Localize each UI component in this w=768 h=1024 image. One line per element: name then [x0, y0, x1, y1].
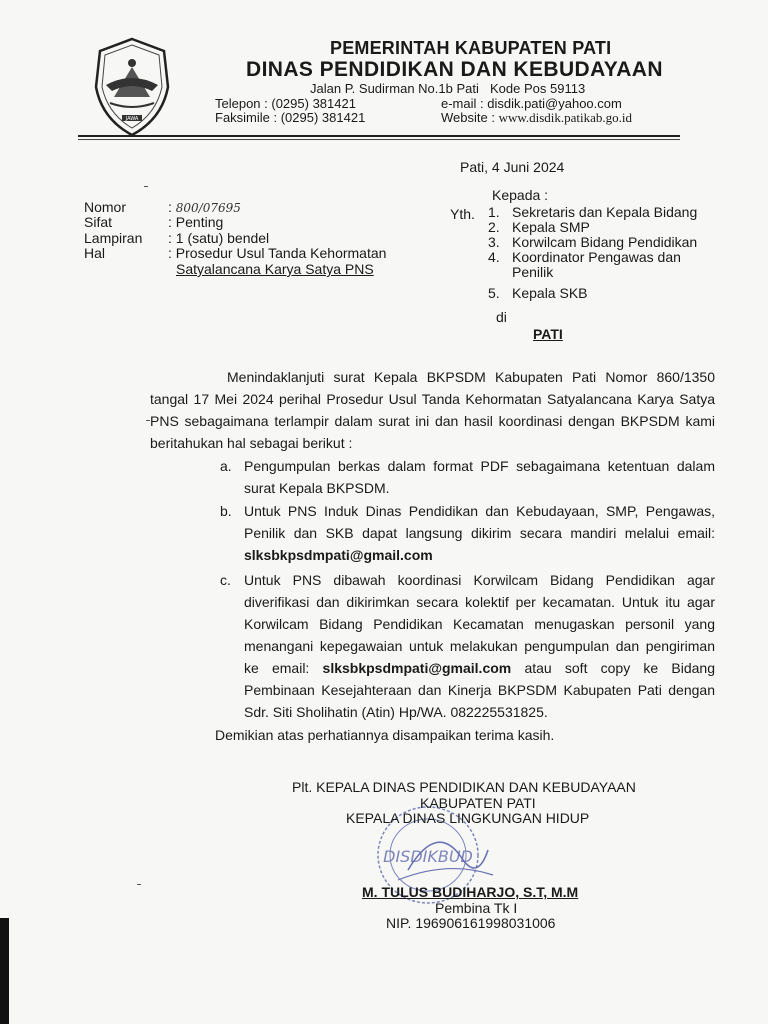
stamp-label: DISDIKBUD [383, 847, 473, 866]
signature-title-1: Plt. KEPALA DINAS PENDIDIKAN DAN KEBUDAYAAN [292, 779, 636, 795]
regency-emblem-icon [92, 37, 172, 137]
agency-email: e-mail : disdik.pati@yahoo.com [441, 96, 622, 111]
subject-line2: Satyalancana Karya Satya PNS [176, 261, 374, 277]
list-item: 2. Kepala SMP [488, 219, 590, 235]
website-url: www.disdik.patikab.go.id [498, 110, 633, 125]
recipients-yth: Yth. [450, 206, 475, 222]
subject-label: Hal [84, 245, 106, 261]
agency-website [441, 110, 632, 126]
website-label: Website : [441, 110, 499, 125]
signature-title-2: KABUPATEN PATI [420, 795, 536, 811]
emblem-label: JAWA [125, 116, 139, 122]
nature-label: Sifat [84, 214, 113, 230]
recipients-city: PATI [533, 326, 563, 342]
list-item: 4. Koordinator Pengawas dan Penilik [488, 249, 681, 280]
intro-paragraph: Menindaklanjuti surat Kepala BKPSDM Kabupaten Pati Nomor 860/1350 tangal 17 Mei 2024 perihal Prosedur Usul Tanda Kehormatan Satyalancana Karya Satya PNS sebagaimana terlampir dalam surat ini dan hasil koordinasi dengan BKPSDM kami beritahukan hal sebagai berikut : [150, 369, 715, 451]
government-name: PEMERINTAH KABUPATEN PATI [330, 38, 612, 58]
nature-value: : Penting [168, 214, 224, 230]
scan-mark [144, 186, 148, 187]
subject-line1: : Prosedur Usul Tanda Kehormatan [168, 245, 387, 261]
email-link[interactable]: slksbkpsdmpati@gmail.com [244, 547, 433, 563]
telephone: Telepon : (0295) 381421 [215, 96, 356, 111]
number-label: Nomor [84, 199, 127, 215]
signatory-name: M. TULUS BUDIHARJO, S.T, M.M [362, 884, 579, 900]
letterhead-rule-thin [78, 139, 680, 140]
closing-sentence: Demikian atas perhatiannya disampaikan terima kasih. [215, 727, 555, 743]
list-item: 1. Sekretaris dan Kepala Bidang [488, 204, 698, 220]
postal-code: Kode Pos 59113 [490, 81, 586, 96]
list-item: 5. Kepala SKB [488, 285, 588, 301]
signatory-rank: Pembina Tk I [435, 900, 518, 916]
place-date: Pati, 4 Juni 2024 [460, 159, 565, 175]
attachment-label: Lampiran [84, 230, 143, 246]
recipients-heading: Kepada : [492, 187, 549, 203]
email-link[interactable]: slksbkpsdmpati@gmail.com [322, 660, 512, 676]
list-item-a: a. Pengumpulan berkas dalam format PDF sebagaimana ketentuan dalam surat Kepala BKPSDM. [220, 458, 715, 496]
list-item: 3. Korwilcam Bidang Pendidikan [488, 234, 698, 250]
fax: Faksimile : (0295) 381421 [215, 110, 366, 125]
scan-mark [137, 884, 141, 885]
agency-name: DINAS PENDIDIKAN DAN KEBUDAYAAN [246, 58, 663, 81]
recipient-list [488, 205, 728, 301]
list-item-c: c. Untuk PNS dibawah koordinasi Korwilcam Bidang Pendidikan agar diverifikasi dan dikirimkan secara kolektif per kecamatan. Untuk itu agar Korwilcam Bidang Pendidikan Kecamatan menugaskan personil yang menangani kepegawaian untuk melakukan pengumpulan dan pengiriman ke email: slksbkpsdmpati@gmail.com atau soft copy ke Bidang Pembinaan Kesejahteraan dan Kinerja BKPSDM Kabupaten Pati dengan Sdr. Siti Sholihatin (Atin) Hp/WA. 082225531825. [220, 572, 715, 720]
recipients-di: di [496, 309, 507, 325]
letterhead-rule [78, 135, 680, 137]
scan-mark [146, 420, 150, 421]
signature-title-3: KEPALA DINAS LINGKUNGAN HIDUP [346, 810, 590, 826]
scan-edge-bar [0, 918, 9, 1024]
signatory-nip: NIP. 196906161998031006 [386, 915, 556, 931]
list-item-b: b. Untuk PNS Induk Dinas Pendidikan dan Kebudayaan, SMP, Pengawas, Penilik dan SKB dapat langsung dikirim secara mandiri melalui email: slksbkpsdmpati@gmail.com [220, 503, 715, 563]
handwritten-number: 800/07695 [175, 201, 241, 215]
number-colon: : [168, 199, 172, 215]
agency-address: Jalan P. Sudirman No.1b Pati [310, 81, 479, 96]
attachment-value: : 1 (satu) bendel [168, 230, 270, 246]
number-value [168, 199, 241, 215]
